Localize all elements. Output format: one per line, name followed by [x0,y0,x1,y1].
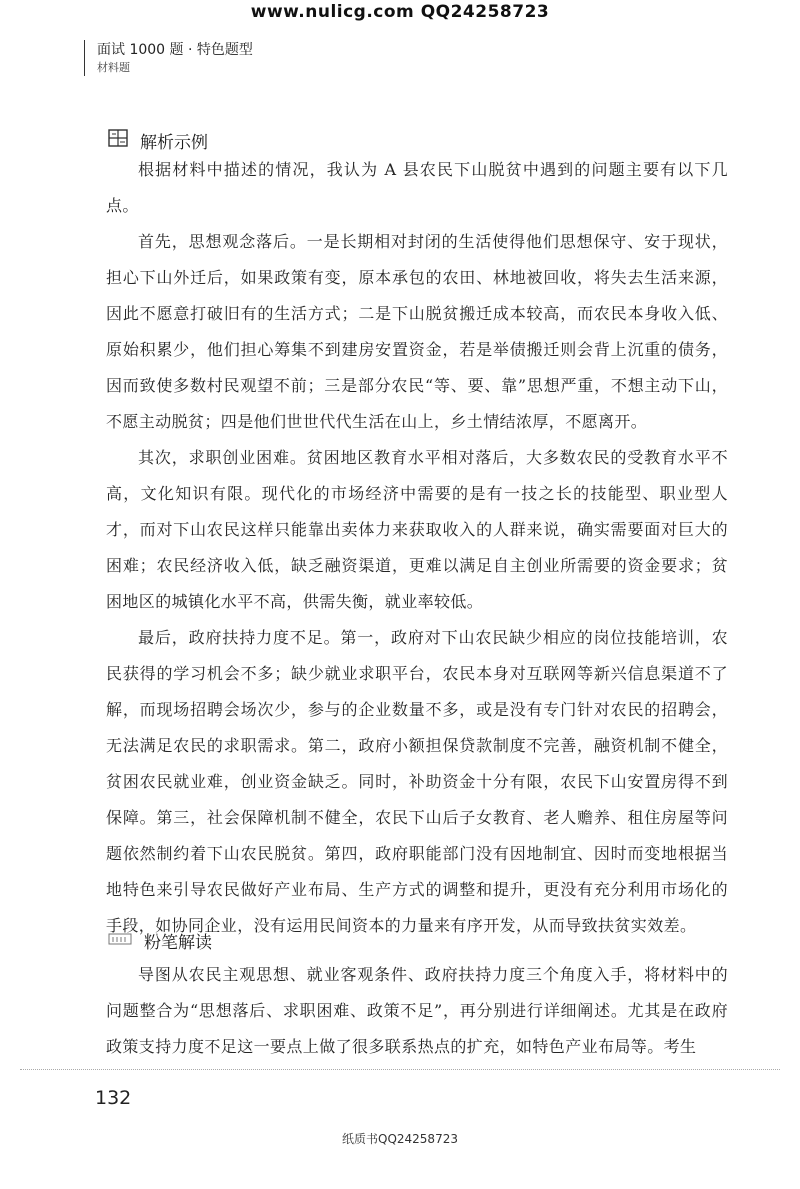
analysis-paragraph: 最后，政府扶持力度不足。第一，政府对下山农民缺少相应的岗位技能培训，农民获得的学习机会不多；缺少就业求职平台，农民本身对互联网等新兴信息渠道不了解，而现场招聘会场次少，参与的企业数量不多，或是没有专门针对农民的招聘会，无法满足农民的求职需求。第二，政府小额担保贷款制度不完善，融资机制不健全，贫困农民就业难，创业资金缺乏。同时，补助资金十分有限，农民下山安置房得不到保障。第三，社会保障机制不健全，农民下山后子女教育、老人赡养、租住房屋等问题依然制约着下山农民脱贫。第四，政府职能部门没有因地制宜、因时而变地根据当地特色来引导农民做好产业布局、生产方式的调整和提升，更没有充分利用市场化的手段，如协同企业，没有运用民间资本的力量来有序开发，从而导致扶贫实效差。 [106,628,728,935]
analysis-paragraph: 首先，思想观念落后。一是长期相对封闭的生活使得他们思想保守、安于现状，担心下山外迁后，如果政策有变，原本承包的农田、林地被回收，将失去生活来源，因此不愿意打破旧有的生活方式；二是下山脱贫搬迁成本较高，而农民本身收入低、原始积累少，他们担心筹集不到建房安置资金，若是举债搬迁则会背上沉重的债务，因而致使多数村民观望不前；三是部分农民“等、要、靠”思想严重，不想主动下山，不愿主动脱贫；四是他们世世代代生活在山上，乡土情结浓厚，不愿离开。 [106,232,728,431]
analysis-body [106,152,728,944]
analysis-title: 解析示例 [140,133,208,153]
scan-artifact-line [20,1069,780,1070]
footer-watermark: 纸质书QQ24258723 [342,1132,458,1146]
analysis-heading [108,128,208,153]
reading-heading [108,928,212,953]
watermark-text: www.nulicg.com QQ24258723 [250,2,550,22]
running-header [84,40,253,76]
reading-paragraph: 导图从农民主观思想、就业客观条件、政府扶持力度三个角度入手，将材料中的问题整合为“思想落后、求职困难、政策不足”，再分别进行详细阐述。尤其是在政府政策支持力度不足这一要点上做了很多联系热点的扩充，如特色产业布局等。考生 [106,965,728,1056]
analysis-paragraph: 其次，求职创业困难。贫困地区教育水平相对落后，大多数农民的受教育水平不高，文化知识有限。现代化的市场经济中需要的是有一技之长的技能型、职业型人才，而对下山农民这样只能靠出卖体力来获取收入的人群来说，确实需要面对巨大的困难；农民经济收入低，缺乏融资渠道，更难以满足自主创业所需要的资金要求；贫困地区的城镇化水平不高，供需失衡，就业率较低。 [106,448,728,611]
chalk-label-icon [108,931,132,951]
reading-title: 粉笔解读 [144,933,212,953]
reading-body [106,957,728,1065]
book-title: 面试 1000 题 · 特色题型 [97,42,253,58]
analysis-paragraph: 根据材料中描述的情况，我认为 A 县农民下山脱贫中遇到的问题主要有以下几点。 [106,160,728,215]
page-number: 132 [95,1087,132,1109]
chapter-subtitle: 材料题 [97,61,130,74]
grid-box-icon [108,129,128,152]
